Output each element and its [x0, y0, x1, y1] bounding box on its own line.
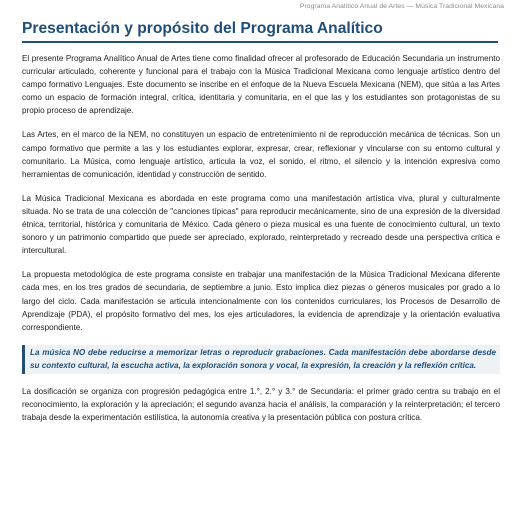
section-title: Presentación y propósito del Programa Analítico [22, 20, 383, 37]
paragraph-intro: El presente Programa Analítico Anual de Artes tiene como finalidad ofrecer al profesorado de Educación Secundaria un instrumento curricular articulado, coherente y funcional para el trabajo con la Música Tradicional Mexicana como lenguaje artístico dentro del campo formativo Lenguajes. Este documento se inscribe en el enfoque de la Nueva Escuela Mexicana (NEM), que sitúa a las Artes como un espacio de formación integral, crítica, identitaria y comunitaria, en el que las y los estudiantes son protagonistas de su propio proceso de aprendizaje. [22, 54, 500, 116]
document-body [22, 52, 500, 435]
callout-text: La música NO debe reducirse a memorizar letras o reproducir grabaciones. Cada manifestación debe abordarse desde su contexto cultural, la escucha activa, la exploración sonora y vocal, la expresión, la creación y la reflexión crítica. [30, 347, 496, 370]
paragraph-dosification: La dosificación se organiza con progresión pedagógica entre 1.°, 2.° y 3.° de Secundaria: el primer grado centra su trabajo en el reconocimiento, la exploración y la apreciación; el segundo avanza hacia el análisis, la comparación y la reinterpretación; el tercero trabaja desde la experimentación estilística, la autonomía creativa y la presentación pública con postura crítica. [22, 386, 500, 423]
paragraph-traditional-music: La Música Tradicional Mexicana es abordada en este programa como una manifestación artística viva, plural y culturalmente situada. No se trata de una colección de "canciones típicas" para reproducir mecánicamente, sino de una expresión de la diversidad étnica, territorial, histórica y comunitaria de México. Cada género o pieza musical es una fuente de conocimiento cultural, un texto sonoro y un patrimonio compartido que puede ser apreciado, explorado, reinterpretado y recreado desde una perspectiva crítica e intercultural. [22, 193, 500, 256]
paragraph-methodology: La propuesta metodológica de este programa consiste en trabajar una manifestación de la Música Tradicional Mexicana diferente cada mes, en los tres grados de secundaria, de septiembre a junio. Esto implica diez piezas o géneros musicales por grado a lo largo del ciclo. Cada manifestación se articula intencionalmente con los contenidos curriculares, los Procesos de Desarrollo de Aprendizaje (PDA), el propósito formativo del mes, los ejes articuladores, la evidencia de aprendizaje y la orientación evaluativa correspondiente. [22, 270, 500, 332]
paragraph-arts-nem: Las Artes, en el marco de la NEM, no constituyen un espacio de entretenimiento ni de reproducción mecánica de técnicas. Son un campo formativo que permite a las y los estudiantes explorar, expresar, crear, reflexionar y vincularse con su entorno cultural y comunitario. La Música, como lenguaje artístico, articula la voz, el sonido, el ritmo, el silencio y la intención expresiva como herramientas de comunicación, identidad y construcción de sentido. [22, 130, 500, 179]
callout-box [22, 345, 500, 374]
title-underline [22, 41, 498, 43]
running-header: Programa Analítico Anual de Artes — Música Tradicional Mexicana [299, 3, 504, 10]
